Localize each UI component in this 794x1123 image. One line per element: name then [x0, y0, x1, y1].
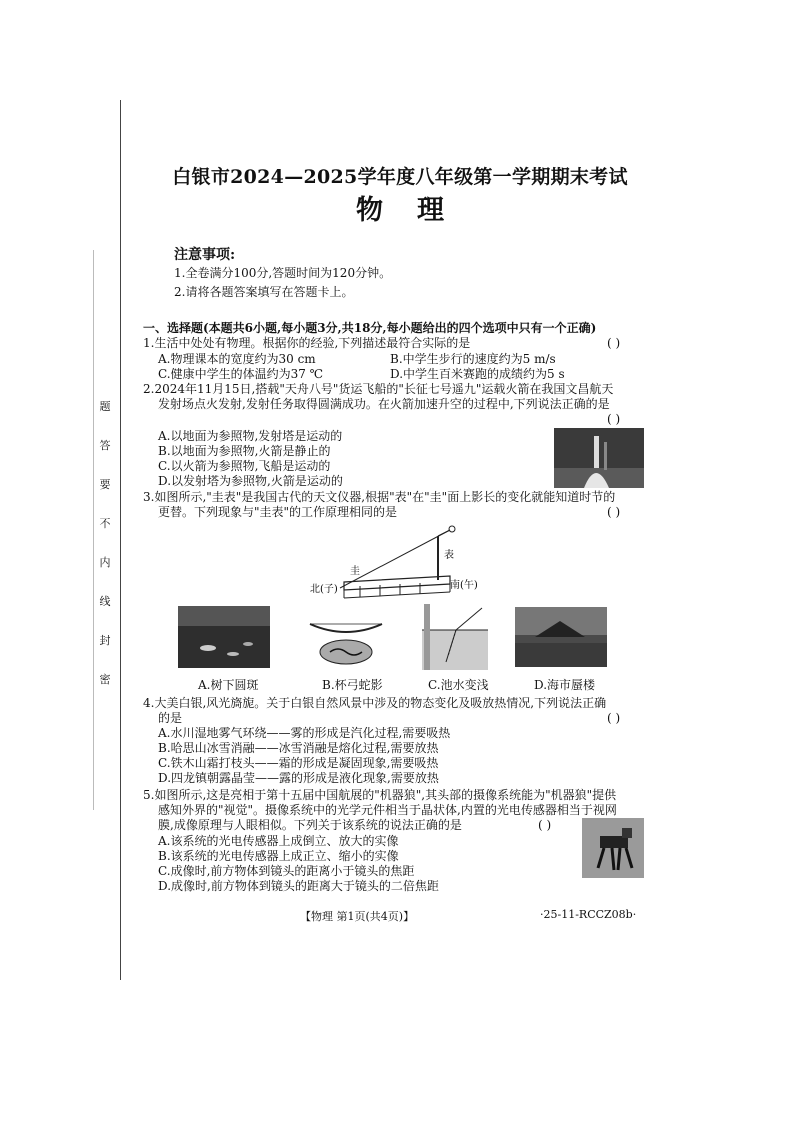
option-b: B.该系统的光电传感器上成正立、缩小的实像	[158, 849, 399, 863]
caption-d: D.海市蜃楼	[534, 678, 596, 692]
question-stem: 2.2024年11月15日,搭载"天舟八号"货运飞船的"长征七号遥九"运载火箭在我国文昌航天	[143, 382, 614, 396]
robot-wolf-photo	[582, 818, 644, 878]
label-gui: 圭	[350, 566, 360, 577]
subject-title: 物理	[356, 195, 478, 226]
mirage-photo	[515, 607, 607, 667]
caption-b: B.杯弓蛇影	[322, 678, 383, 692]
binding-line	[93, 250, 94, 810]
option-a: A.以地面为参照物,发射塔是运动的	[158, 429, 343, 443]
option-c: C.以火箭为参照物,飞船是运动的	[158, 459, 331, 473]
section-heading: 一、选择题(本题共6小题,每小题3分,共18分,每小题给出的四个选项中只有一个正确)	[143, 321, 597, 335]
rocket-launch-photo	[554, 428, 644, 488]
doc-code: ·25-11-RCCZ08b·	[540, 908, 637, 921]
guibiao-diagram	[300, 520, 490, 610]
option-c: C.成像时,前方物体到镜头的距离小于镜头的焦距	[158, 864, 415, 878]
answer-paren: ( )	[607, 336, 621, 350]
answer-paren: ( )	[607, 412, 621, 426]
answer-paren: ( )	[607, 505, 621, 519]
label-south: 南(午)	[450, 580, 478, 591]
label-north: 北(子)	[310, 584, 338, 595]
option-b: B.中学生步行的速度约为5 m/s	[390, 352, 556, 366]
caption-a: A.树下圆斑	[198, 678, 259, 692]
option-d: D.中学生百米赛跑的成绩约为5 s	[390, 367, 565, 381]
margin-line	[120, 100, 121, 980]
binding-char: 答	[99, 439, 111, 452]
question-stem: 感知外界的"视觉"。摄像系统中的光学元件相当于晶状体,内置的光电传感器相当于视网	[158, 803, 617, 817]
question-stem: 的是	[158, 711, 183, 725]
notice-item: 2.请将各题答案填写在答题卡上。	[174, 285, 354, 299]
option-c: C.铁木山霜打枝头——霜的形成是凝固现象,需要吸热	[158, 756, 439, 770]
option-a: A.物理课本的宽度约为30 cm	[158, 352, 316, 366]
binding-char: 密	[99, 673, 111, 686]
notice-item: 1.全卷满分100分,答题时间为120分钟。	[174, 266, 392, 280]
option-d: D.四龙镇朝露晶莹——露的形成是液化现象,需要放热	[158, 771, 439, 785]
question-stem: 更替。下列现象与"圭表"的工作原理相同的是	[158, 505, 398, 519]
question-stem: 发射场点火发射,发射任务取得圆满成功。在火箭加速升空的过程中,下列说法正确的是	[158, 397, 610, 411]
option-b: B.以地面为参照物,火箭是静止的	[158, 444, 331, 458]
binding-char: 题	[99, 400, 111, 413]
option-a: A.该系统的光电传感器上成倒立、放大的实像	[158, 834, 399, 848]
option-b: B.哈思山冰雪消融——冰雪消融是熔化过程,需要放热	[158, 741, 439, 755]
binding-char: 线	[99, 595, 111, 608]
option-d: D.成像时,前方物体到镜头的距离大于镜头的二倍焦距	[158, 879, 439, 893]
answer-paren: ( )	[607, 711, 621, 725]
pool-refraction-diagram	[422, 604, 488, 670]
option-d: D.以发射塔为参照物,火箭是运动的	[158, 474, 343, 488]
notice-heading: 注意事项:	[174, 247, 236, 263]
option-a: A.水川湿地雾气环绕——雾的形成是汽化过程,需要吸热	[158, 726, 451, 740]
binding-char: 不	[99, 517, 111, 530]
cup-bow-illustration	[300, 606, 392, 668]
answer-paren: ( )	[538, 818, 552, 832]
question-stem: 5.如图所示,这是亮相于第十五届中国航展的"机器狼",其头部的摄像系统能为"机器狼"提供	[143, 788, 617, 802]
option-c: C.健康中学生的体温约为37 ℃	[158, 367, 324, 381]
binding-char: 内	[99, 556, 111, 569]
caption-c: C.池水变浅	[428, 678, 489, 692]
label-biao: 表	[444, 550, 454, 561]
page-footer: 【物理 第1页(共4页)】	[300, 910, 415, 923]
exam-title: 白银市2024—2025学年度八年级第一学期期末考试	[172, 166, 628, 188]
question-stem: 膜,成像原理与人眼相似。下列关于该系统的说法正确的是	[158, 818, 462, 832]
question-stem: 1.生活中处处有物理。根据你的经验,下列描述最符合实际的是	[143, 336, 471, 350]
tree-shadow-photo	[178, 606, 270, 668]
question-stem: 4.大美白银,风光旖旎。关于白银自然风景中涉及的物态变化及吸放热情况,下列说法正确	[143, 696, 607, 710]
binding-char: 封	[99, 634, 111, 647]
binding-char: 要	[99, 478, 111, 491]
question-stem: 3.如图所示,"圭表"是我国古代的天文仪器,根据"表"在"圭"面上影长的变化就能知道时节的	[143, 490, 616, 504]
binding-strip	[97, 400, 113, 712]
